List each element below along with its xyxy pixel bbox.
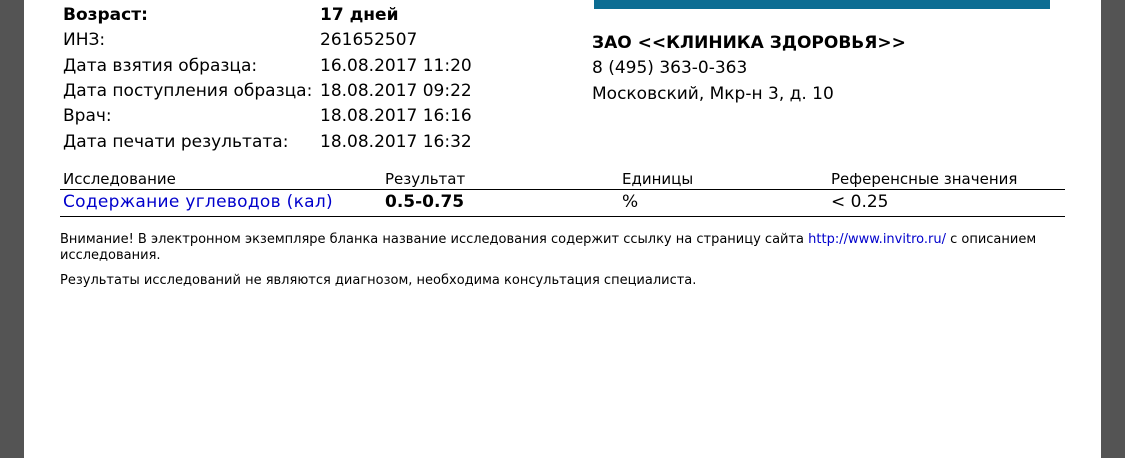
sample-taken-value: 16.08.2017 11:20 (320, 56, 472, 76)
clinic-name: ЗАО <<КЛИНИКА ЗДОРОВЬЯ>> (592, 33, 906, 53)
column-header-units: Единицы (622, 170, 694, 188)
notice-prefix: Внимание! В электронном экземпляре бланка название исследования содержит ссылку на страницу сайта (60, 232, 809, 247)
clinic-phone: 8 (495) 363-0-363 (592, 58, 748, 78)
column-header-result: Результат (385, 170, 466, 188)
test-name-link[interactable] (63, 192, 333, 212)
table-bottom-rule (60, 216, 1065, 217)
result-value: 0.5-0.75 (385, 192, 465, 212)
reference-value: < 0.25 (831, 192, 889, 212)
table-header-rule (60, 189, 1065, 190)
disclaimer-text: Результаты исследований не являются диагнозом, необходима консультация специалиста. (60, 273, 697, 288)
doctor-value: 18.08.2017 16:16 (320, 106, 472, 126)
doctor-label: Врач: (63, 106, 112, 126)
invitro-link[interactable]: http://www.invitro.ru/ (808, 232, 946, 247)
header-color-band (594, 0, 1050, 9)
clinic-address: Московский, Мкр-н 3, д. 10 (592, 84, 834, 104)
print-date-value: 18.08.2017 16:32 (320, 132, 472, 152)
print-date-label: Дата печати результата: (63, 132, 289, 152)
notice-suffix: с описанием исследования. (60, 232, 1037, 263)
age-label: Возраст: (63, 5, 148, 25)
sample-received-value: 18.08.2017 09:22 (320, 81, 472, 101)
inz-label: ИНЗ: (63, 30, 106, 50)
notice-text (60, 232, 1050, 264)
inz-value: 261652507 (320, 30, 418, 50)
report-page (24, 0, 1101, 458)
units-value: % (622, 192, 639, 212)
sample-received-label: Дата поступления образца: (63, 81, 313, 101)
column-header-reference: Референсные значения (831, 170, 1018, 188)
test-link[interactable]: Содержание углеводов (кал) (63, 192, 333, 212)
sample-taken-label: Дата взятия образца: (63, 56, 258, 76)
column-header-test: Исследование (63, 170, 176, 188)
age-value: 17 дней (320, 5, 399, 25)
